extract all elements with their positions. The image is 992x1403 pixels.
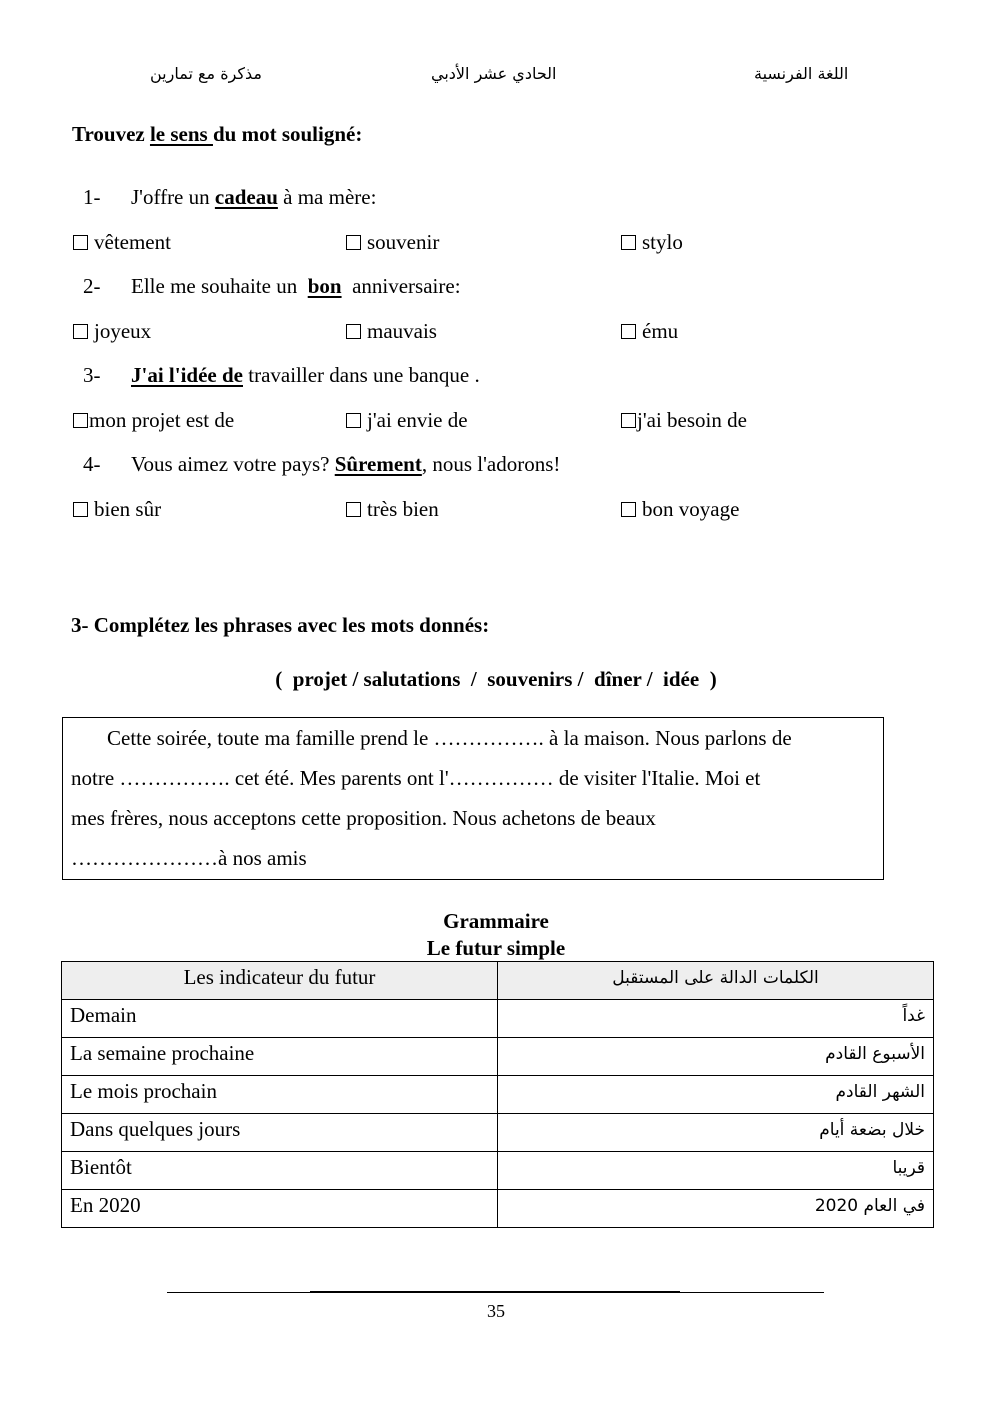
question-1 — [83, 185, 377, 210]
table-row — [62, 1038, 934, 1076]
future-indicators-table — [61, 961, 934, 1228]
question-3 — [83, 363, 480, 388]
option-2a[interactable]: joyeux — [73, 319, 151, 344]
checkbox-icon[interactable] — [346, 235, 361, 250]
table-row — [62, 1152, 934, 1190]
option-4b[interactable]: très bien — [346, 497, 439, 522]
cell-french: La semaine prochaine — [62, 1038, 498, 1076]
checkbox-icon[interactable] — [621, 502, 636, 517]
table-row — [62, 1076, 934, 1114]
checkbox-icon[interactable] — [346, 502, 361, 517]
text-line-4: …………………à nos amis — [71, 846, 307, 870]
header-doc-type: مذكرة مع تمارين — [150, 64, 262, 83]
footer-divider-accent — [310, 1291, 680, 1293]
underlined-word: J'ai l'idée de — [131, 363, 243, 387]
cell-arabic: الشهر القادم — [498, 1076, 934, 1114]
option-3c[interactable]: j'ai besoin de — [621, 408, 747, 433]
checkbox-icon[interactable] — [73, 502, 88, 517]
cell-arabic: في العام 2020 — [498, 1190, 934, 1228]
cell-french: Le mois prochain — [62, 1076, 498, 1114]
cell-arabic: غداً — [498, 1000, 934, 1038]
header-grade: الحادي عشر الأدبي — [431, 64, 557, 83]
question-text: Elle me souhaite un bon anniversaire: — [131, 274, 461, 298]
checkbox-icon[interactable] — [621, 235, 636, 250]
checkbox-icon[interactable] — [346, 413, 361, 428]
question-number: 2- — [83, 274, 101, 298]
question-number: 1- — [83, 185, 101, 209]
grammar-subtitle: Le futur simple — [426, 936, 566, 960]
title-post: du mot souligné: — [212, 122, 363, 146]
cell-french: Bientôt — [62, 1152, 498, 1190]
cell-french: Demain — [62, 1000, 498, 1038]
table-row — [62, 1114, 934, 1152]
option-1a[interactable]: vêtement — [73, 230, 171, 255]
page-number: 35 — [487, 1301, 505, 1321]
title-pre: Trouvez — [72, 122, 150, 146]
cell-arabic: الأسبوع القادم — [498, 1038, 934, 1076]
underlined-word: Sûrement — [334, 452, 422, 476]
option-1c[interactable]: stylo — [621, 230, 683, 255]
table-row — [62, 1190, 934, 1228]
option-4a[interactable]: bien sûr — [73, 497, 161, 522]
question-text: Vous aimez votre pays? Sûrement, nous l'adorons! — [131, 452, 561, 476]
option-3b[interactable]: j'ai envie de — [346, 408, 468, 433]
header-subject: اللغة الفرنسية — [754, 64, 849, 83]
question-2 — [83, 274, 461, 299]
checkbox-icon[interactable] — [73, 235, 88, 250]
underlined-word: bon — [307, 274, 342, 298]
underlined-word: cadeau — [214, 185, 278, 209]
option-2b[interactable]: mauvais — [346, 319, 437, 344]
fill-in-text-box — [62, 717, 884, 880]
table-row — [62, 1000, 934, 1038]
header-arabic: الكلمات الدالة على المستقبل — [498, 962, 934, 1000]
option-1b[interactable]: souvenir — [346, 230, 439, 255]
option-3a[interactable]: mon projet est de — [73, 408, 234, 433]
question-text: J'ai l'idée de travailler dans une banque . — [131, 363, 480, 387]
checkbox-icon[interactable] — [621, 413, 636, 428]
word-bank: ( projet / salutations / souvenirs / dîner / idée ) — [275, 667, 717, 691]
checkbox-icon[interactable] — [346, 324, 361, 339]
checkbox-icon[interactable] — [73, 324, 88, 339]
title-underlined: le sens — [149, 122, 213, 146]
checkbox-icon[interactable] — [73, 413, 88, 428]
text-line-3: mes frères, nous acceptons cette proposition. Nous achetons de beaux — [71, 806, 656, 830]
text-line-2: notre ……………. cet été. Mes parents ont l'…………… de visiter l'Italie. Moi et — [71, 766, 761, 790]
cell-french: Dans quelques jours — [62, 1114, 498, 1152]
question-number: 4- — [83, 452, 101, 476]
question-number: 3- — [83, 363, 101, 387]
checkbox-icon[interactable] — [621, 324, 636, 339]
table-header-row — [62, 962, 934, 1000]
grammar-title: Grammaire — [443, 909, 549, 933]
option-4c[interactable]: bon voyage — [621, 497, 739, 522]
header-french: Les indicateur du futur — [62, 962, 498, 1000]
question-4 — [83, 452, 561, 477]
exercise2-title — [72, 122, 362, 147]
option-2c[interactable]: ému — [621, 319, 678, 344]
cell-arabic: قريبا — [498, 1152, 934, 1190]
text-line-1: Cette soirée, toute ma famille prend le ……………. à la maison. Nous parlons de — [107, 726, 792, 750]
cell-arabic: خلال بضعة أيام — [498, 1114, 934, 1152]
exercise3-title: 3- Complétez les phrases avec les mots donnés: — [71, 613, 490, 637]
cell-french: En 2020 — [62, 1190, 498, 1228]
question-text: J'offre un cadeau à ma mère: — [131, 185, 377, 209]
